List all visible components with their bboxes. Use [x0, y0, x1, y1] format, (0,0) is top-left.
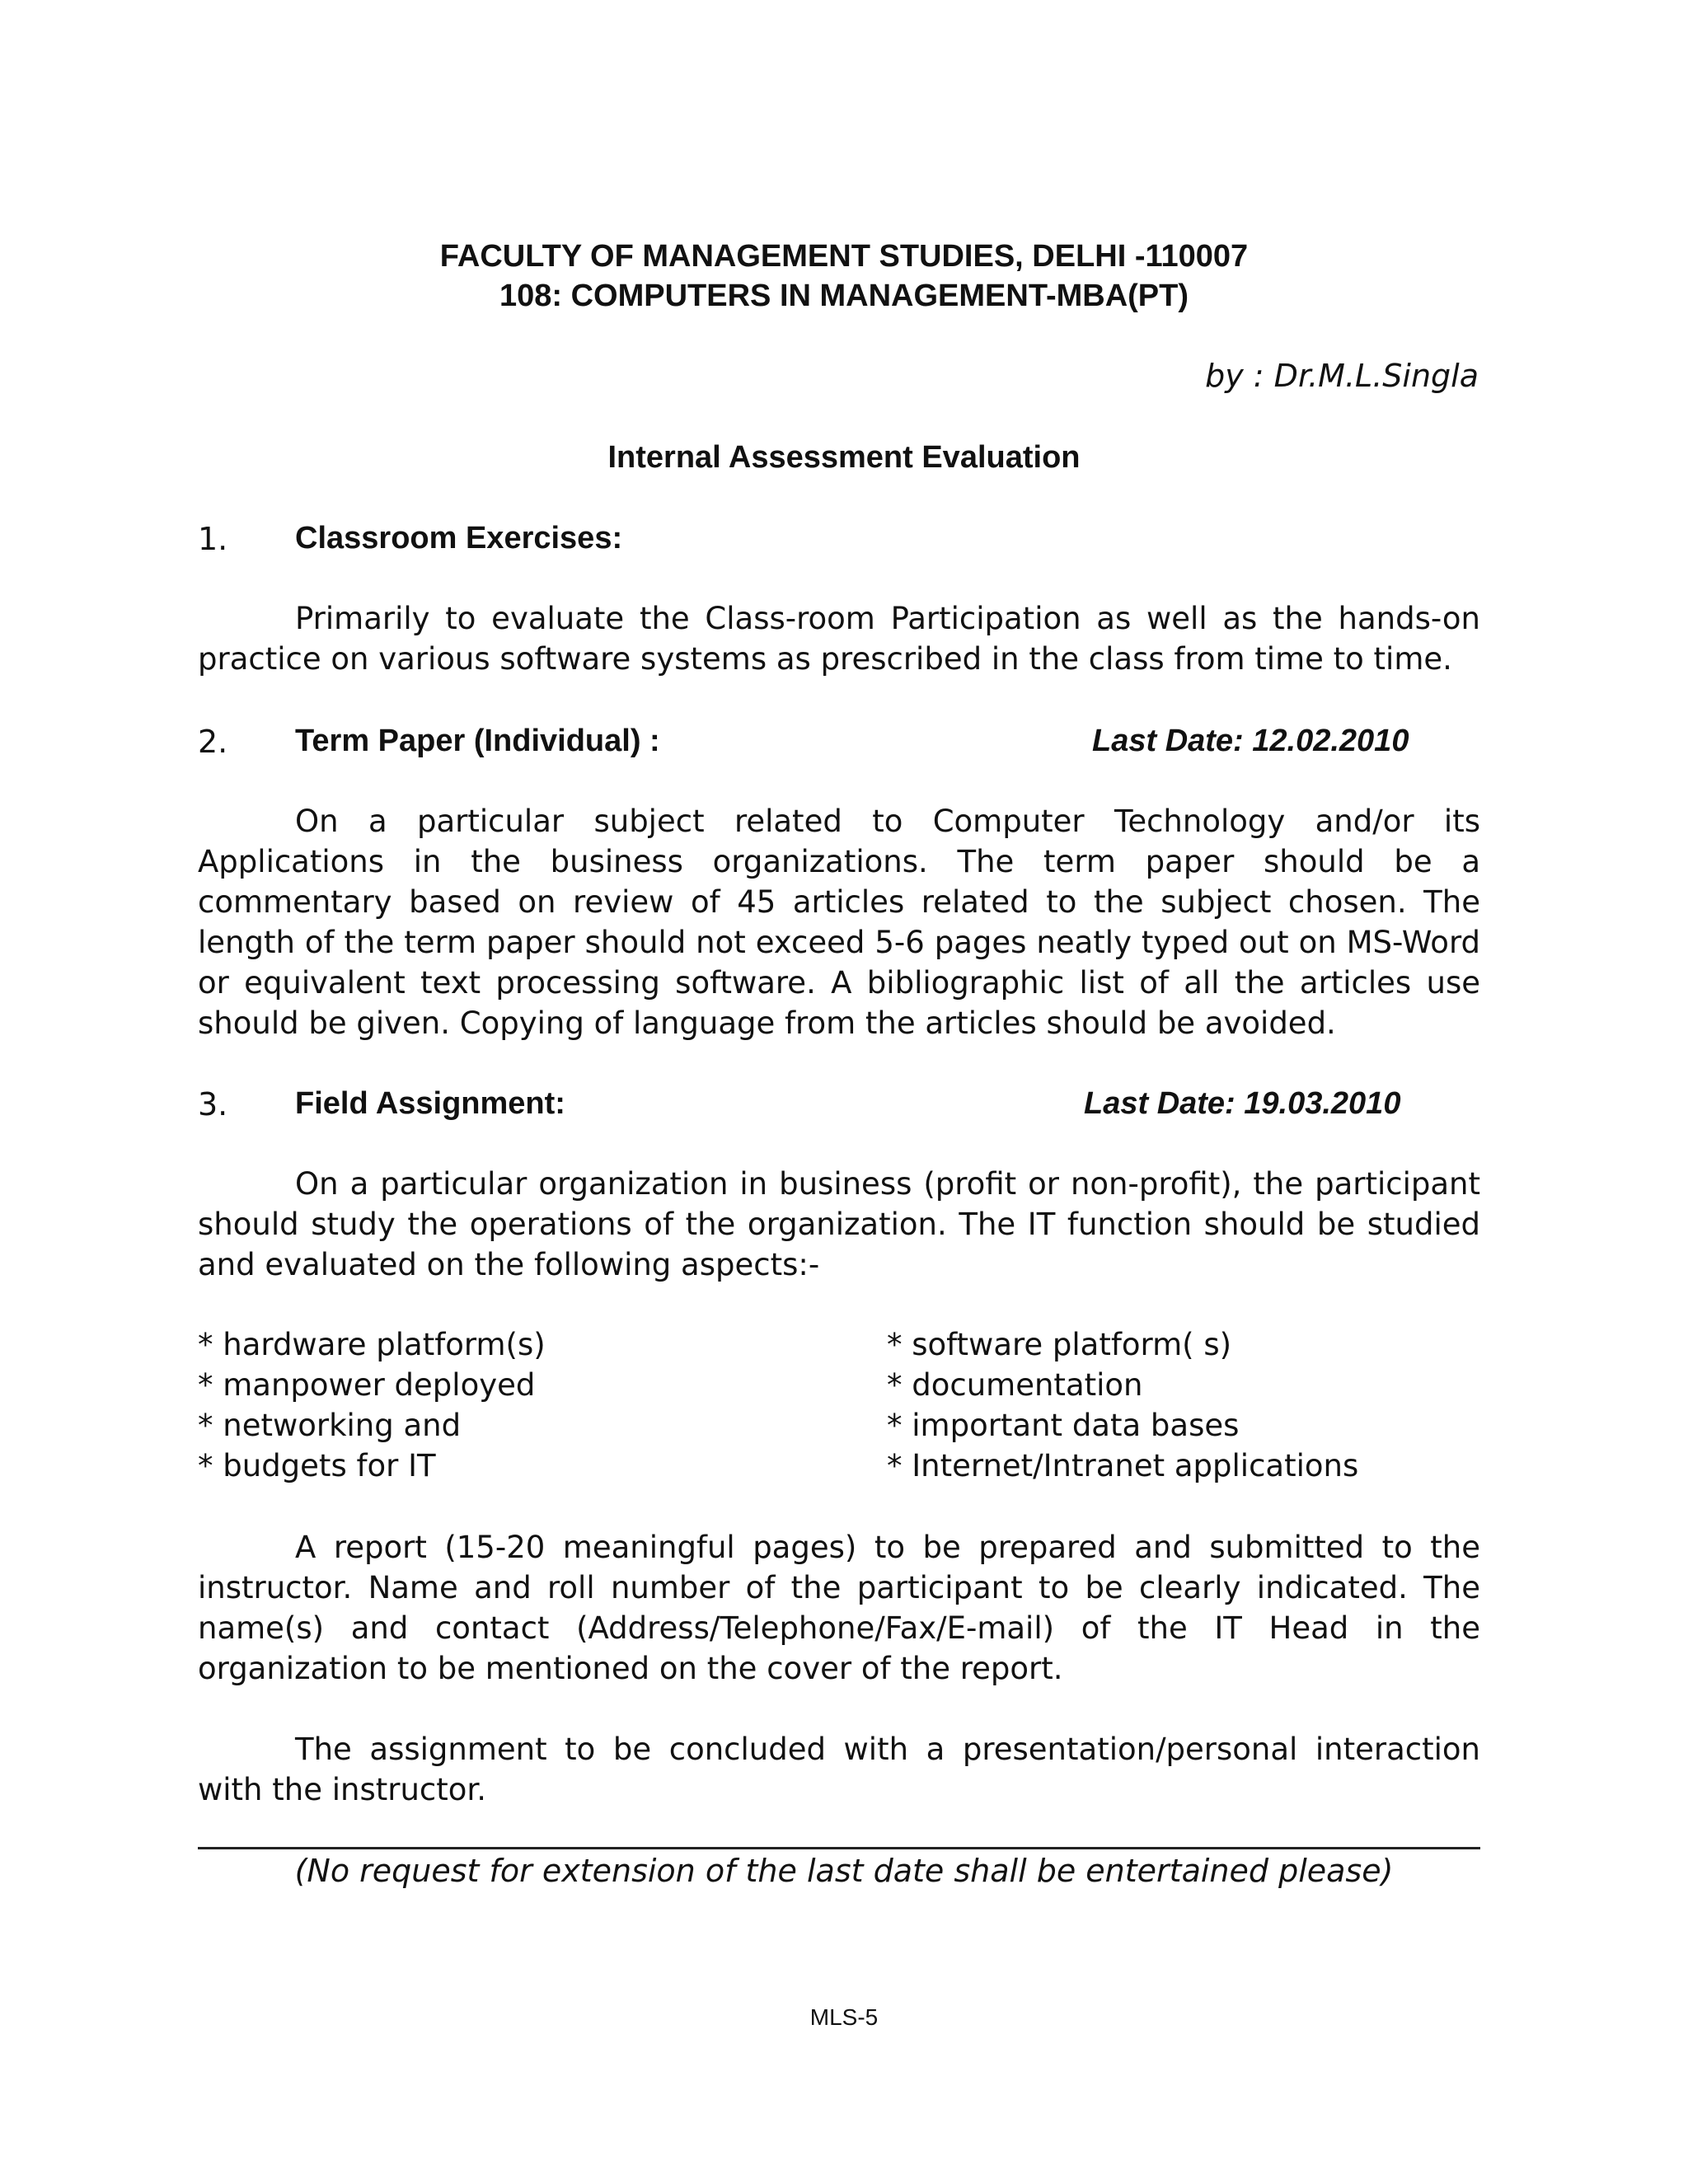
document-title: Internal Assessment Evaluation [607, 440, 1081, 475]
page-number: MLS-5 [809, 2004, 879, 2030]
section-3-last-date: Last Date: 19.03.2010 [1084, 1086, 1401, 1121]
section-2-last-date: Last Date: 12.02.2010 [1092, 724, 1409, 758]
author-line: by : Dr.M.L.Singla [1205, 358, 1479, 394]
course-heading: 108: COMPUTERS IN MANAGEMENT-MBA(PT) [499, 279, 1189, 313]
report-paragraph: A report (15-20 meaningful pages) to be prepared and submitted to the instructor. Name and roll number of the participant to be clearly indicated. The name(s) and contact (Address/Telephone/Fax/E-mail) of the IT Head in the organization to be mentioned on the cover of the report. [198, 1530, 1480, 1686]
conclusion-paragraph: The assignment to be concluded with a presentation/personal interaction with the instructor. [198, 1732, 1480, 1807]
section-3-number: 3. [198, 1086, 228, 1122]
institution-heading: FACULTY OF MANAGEMENT STUDIES, DELHI -110007 [439, 239, 1249, 274]
list-item: * documentation [887, 1367, 1143, 1403]
list-item: * hardware platform(s) [198, 1327, 546, 1362]
list-item: * important data bases [887, 1408, 1240, 1443]
section-2-title: Term Paper (Individual) : [295, 724, 660, 758]
list-item: * budgets for IT [198, 1448, 436, 1483]
footer-note: (No request for extension of the last date shall be entertained please) [294, 1853, 1394, 1889]
section-2-number: 2. [198, 724, 228, 760]
aspects-right-list [887, 1324, 1358, 1486]
section-3-title: Field Assignment: [295, 1086, 565, 1121]
list-item: * networking and [198, 1408, 462, 1443]
section-1-title: Classroom Exercises: [295, 521, 623, 555]
aspects-left-list [198, 1324, 546, 1486]
list-item: * manpower deployed [198, 1367, 536, 1403]
footer-divider [198, 1847, 1480, 1849]
section-1-body: Primarily to evaluate the Class-room Participation as well as the hands-on practice on various software systems as prescribed in the class from time to time. [198, 601, 1480, 677]
section-1-number: 1. [198, 521, 228, 557]
section-2-body: On a particular subject related to Computer Technology and/or its Applications in the business organizations. The term paper should be a commentary based on review of 45 articles related to the subject chosen. The length of the term paper should not exceed 5-6 pages neatly typed out on MS-Word or equivalent text processing software. A bibliographic list of all the articles use should be given. Copying of language from the articles should be avoided. [198, 804, 1480, 1041]
section-3-body: On a particular organization in business (profit or non-profit), the participant should study the operations of the organization. The IT function should be studied and evaluated on the following aspects:- [198, 1166, 1480, 1282]
list-item: * Internet/Intranet applications [887, 1448, 1359, 1483]
list-item: * software platform( s) [887, 1327, 1232, 1362]
